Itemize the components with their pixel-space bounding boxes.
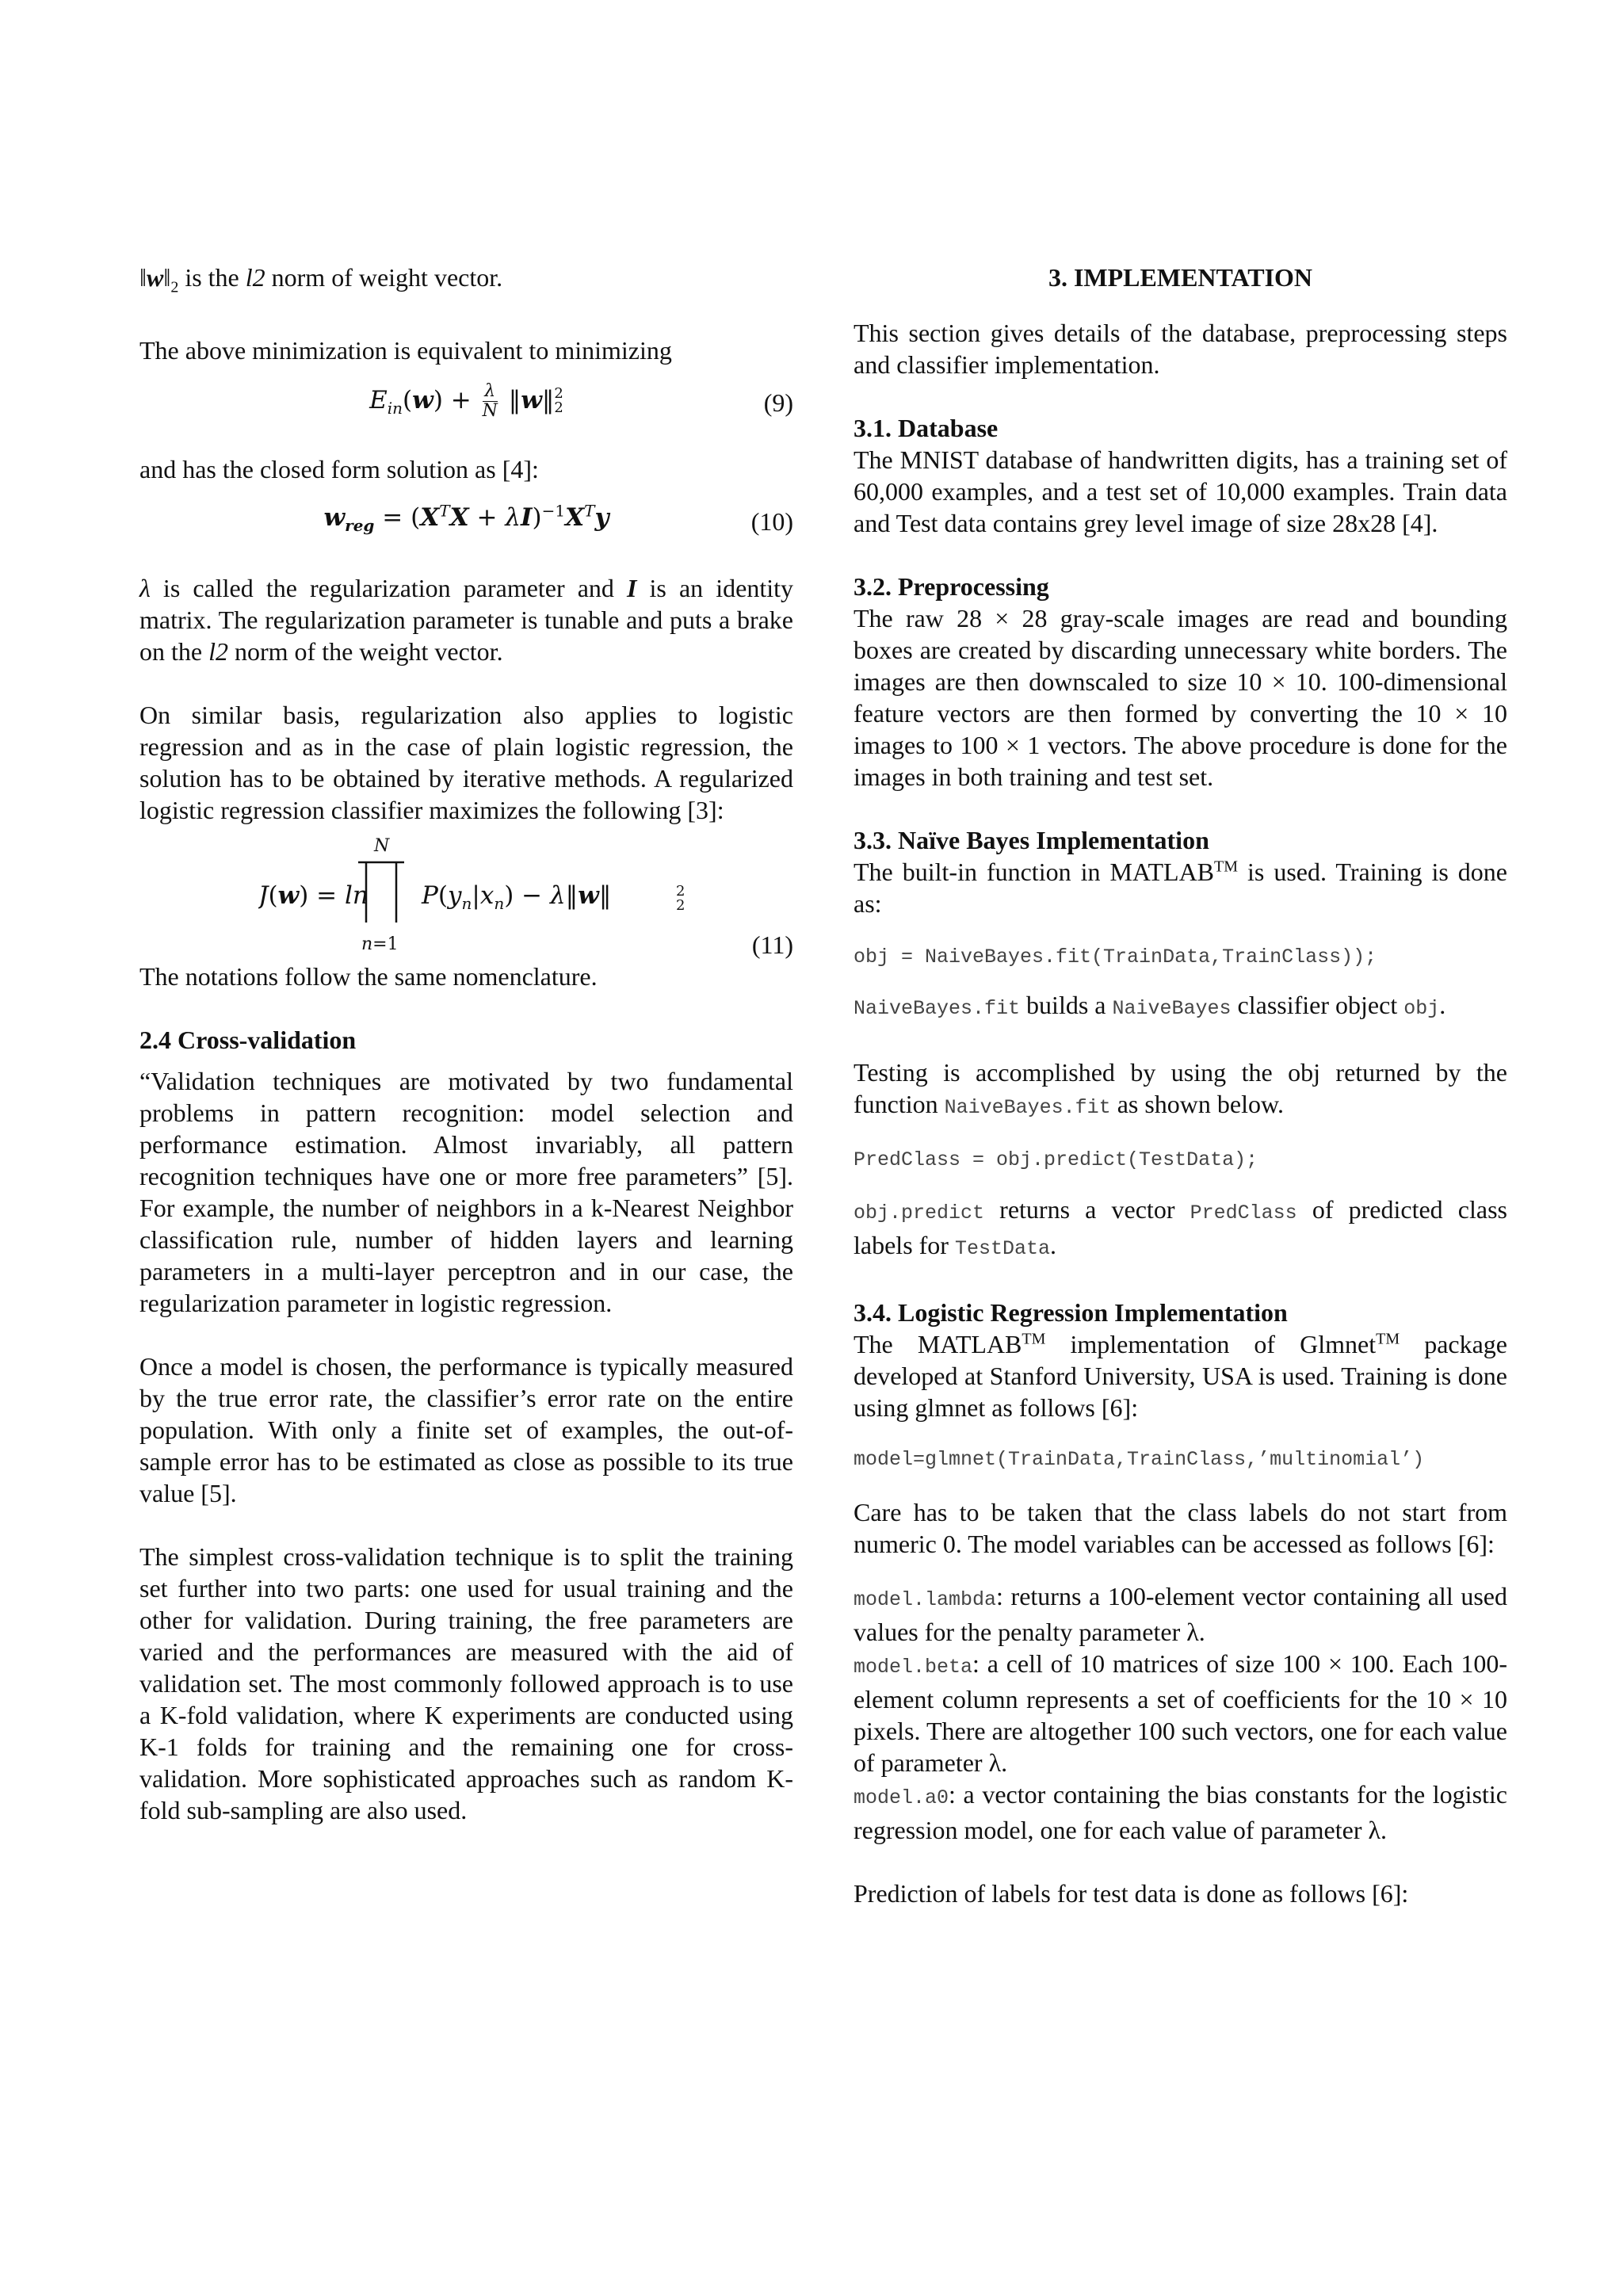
model-lambda-text: model.lambda: returns a 100-element vector containing all used values for the penalty parameter λ. (854, 1582, 1507, 1646)
heading-logistic-regression: 3.4. Logistic Regression Implementation (854, 1298, 1288, 1327)
testing-text: Testing is accomplished by using the obj returned by the function NaiveBayes.fit as shown below. (854, 1058, 1507, 1119)
norm-symbol: $‖w‖_2$ (139, 263, 179, 296)
heading-implementation: 3. IMPLEMENTATION (1048, 263, 1313, 292)
left-column (139, 262, 793, 1826)
code-naive-bayes-fit: obj = NaiveBayes.fit(TrainData,TrainClass)); (854, 946, 1377, 968)
svg-text:P(yn|xn) − λ‖w‖: $P(y_n|x_n)$ − λ‖w‖ (422, 881, 612, 914)
lambda-over-n: $\frac{\lambda}{N}$ (482, 380, 498, 421)
heading-preprocessing: 3.2. Preprocessing (854, 572, 1049, 601)
naive-bayes-builds-text: NaiveBayes.fit builds a NaiveBayes classifier object obj. (854, 991, 1446, 1020)
equation-9-math: $E_{in}(w)$ + $\frac{\lambda}{N}$ ‖w‖ 2 2 (369, 380, 563, 421)
heading-cross-validation: 2.4 Cross-validation (139, 1026, 357, 1055)
equation-10-math: $w_{reg} = (X^TX + \lambda I)^{-1}X^Ty$ (323, 501, 609, 536)
norm-definition: $‖w‖_2$ is the l2 norm of weight vector. (139, 263, 503, 296)
model-beta-text: model.beta: a cell of 10 matrices of size 100 × 100. Each 100-element column represents a set of coefficients for the 10 × 10 pixels. There are altogether 100 such vectors, one for each value of parameter λ. (854, 1649, 1507, 1777)
preprocessing-text: The raw 28 × 28 gray-scale images are read and bounding boxes are created by discarding unnecessary white borders. The images are then downscaled to size 10 × 10. 100-dimensional feature vectors are then formed by converting the 10 × 10 images to 100 × 1 vectors. The above procedure is done for the images in both training and test set. (854, 604, 1507, 791)
code-predict: PredClass = obj.predict(TestData); (854, 1148, 1258, 1171)
naive-bayes-text: The built-in function in MATLAB™ is used. Training is done as: (854, 858, 1508, 918)
predict-returns-text: obj.predict returns a vector PredClass of predicted class labels for TestData. (854, 1195, 1508, 1260)
lambda-definition: λ is called the regularization parameter and I is an identity matrix. The regularization parameter is tunable and puts a brake on the l2 norm of the weight vector. (139, 574, 794, 667)
heading-naive-bayes: 3.3. Naïve Bayes Implementation (854, 826, 1209, 854)
code-glmnet: model=glmnet(TrainData,TrainClass,’multinomial’) (854, 1448, 1425, 1471)
equation-11-math (258, 826, 702, 961)
prediction-text: Prediction of labels for test data is done as follows [6]: (854, 1879, 1409, 1908)
cv-paragraph-2: Once a model is chosen, the performance is typically measured by the true error rate, the classifier’s error rate on the entire population. With only a finite set of examples, the out-of-sample error has to be estimated as close as possible to its true value [5]. (139, 1352, 793, 1508)
cv-paragraph-1: “Validation techniques are motivated by two fundamental problems in pattern recognition: model selection and performance estimation. Almost invariably, all pattern recognition techniques have one or more free parameters” [5]. For example, the number of neighbors in a k-Nearest Neighbor classification rule, number of hidden layers and learning parameters in a multi-layer perceptron and in our case, the regularization parameter in logistic regression. (139, 1067, 793, 1318)
heading-database: 3.1. Database (854, 414, 999, 442)
svg-text:J(w) = ln: J(w) = ln (258, 881, 369, 911)
notations-text: The notations follow the same nomenclature. (139, 962, 598, 991)
svg-text:2: 2 (676, 897, 685, 915)
svg-text:2: 2 (676, 883, 685, 900)
equation-9-number: (9) (763, 388, 793, 418)
svg-text:n=1: n=1 (361, 934, 399, 955)
equation-11-number: (11) (751, 930, 793, 960)
cv-paragraph-3: The simplest cross-validation technique is to split the training set further into two parts: one used for usual training and the other for validation. During training, the free parameters are varied and the performances are measured with the aid of validation set. The most commonly followed approach is to use a K-fold validation, where K experiments are conducted using K-1 folds for training and the remaining one for cross-validation. More sophisticated approaches such as random K-fold sub-sampling are also used. (139, 1542, 793, 1825)
database-text: The MNIST database of handwritten digits, has a training set of 60,000 examples, and a test set of 10,000 examples. Train data and Test data contains grey level image of size 28x28 [4]. (854, 445, 1507, 537)
implementation-intro: This section gives details of the database, preprocessing steps and classifier implementation. (854, 319, 1507, 379)
model-a0-text: model.a0: a vector containing the bias constants for the logistic regression model, one for each value of parameter λ. (854, 1780, 1507, 1844)
closed-form-text: and has the closed form solution as [4]: (139, 455, 539, 484)
care-text: Care has to be taken that the class labels do not start from numeric 0. The model variables can be accessed as follows [6]: (854, 1498, 1507, 1558)
svg-text:N: N (374, 836, 390, 857)
equation-10 (139, 493, 793, 550)
logistic-regression-text: The MATLAB™ implementation of Glmnet™ package developed at Stanford University, USA is used. Training is done using glmnet as follows [6]: (854, 1330, 1507, 1422)
equation-11 (139, 826, 793, 961)
similar-basis-text: On similar basis, regularization also applies to logistic regression and as in the case of plain logistic regression, the solution has to be obtained by iterative methods. A regularized logistic regression classifier maximizes the following [3]: (139, 701, 793, 825)
equation-9 (139, 374, 793, 431)
equation-10-number: (10) (750, 507, 793, 537)
minimize-text: The above minimization is equivalent to minimizing (139, 336, 672, 365)
right-column (854, 262, 1507, 1909)
